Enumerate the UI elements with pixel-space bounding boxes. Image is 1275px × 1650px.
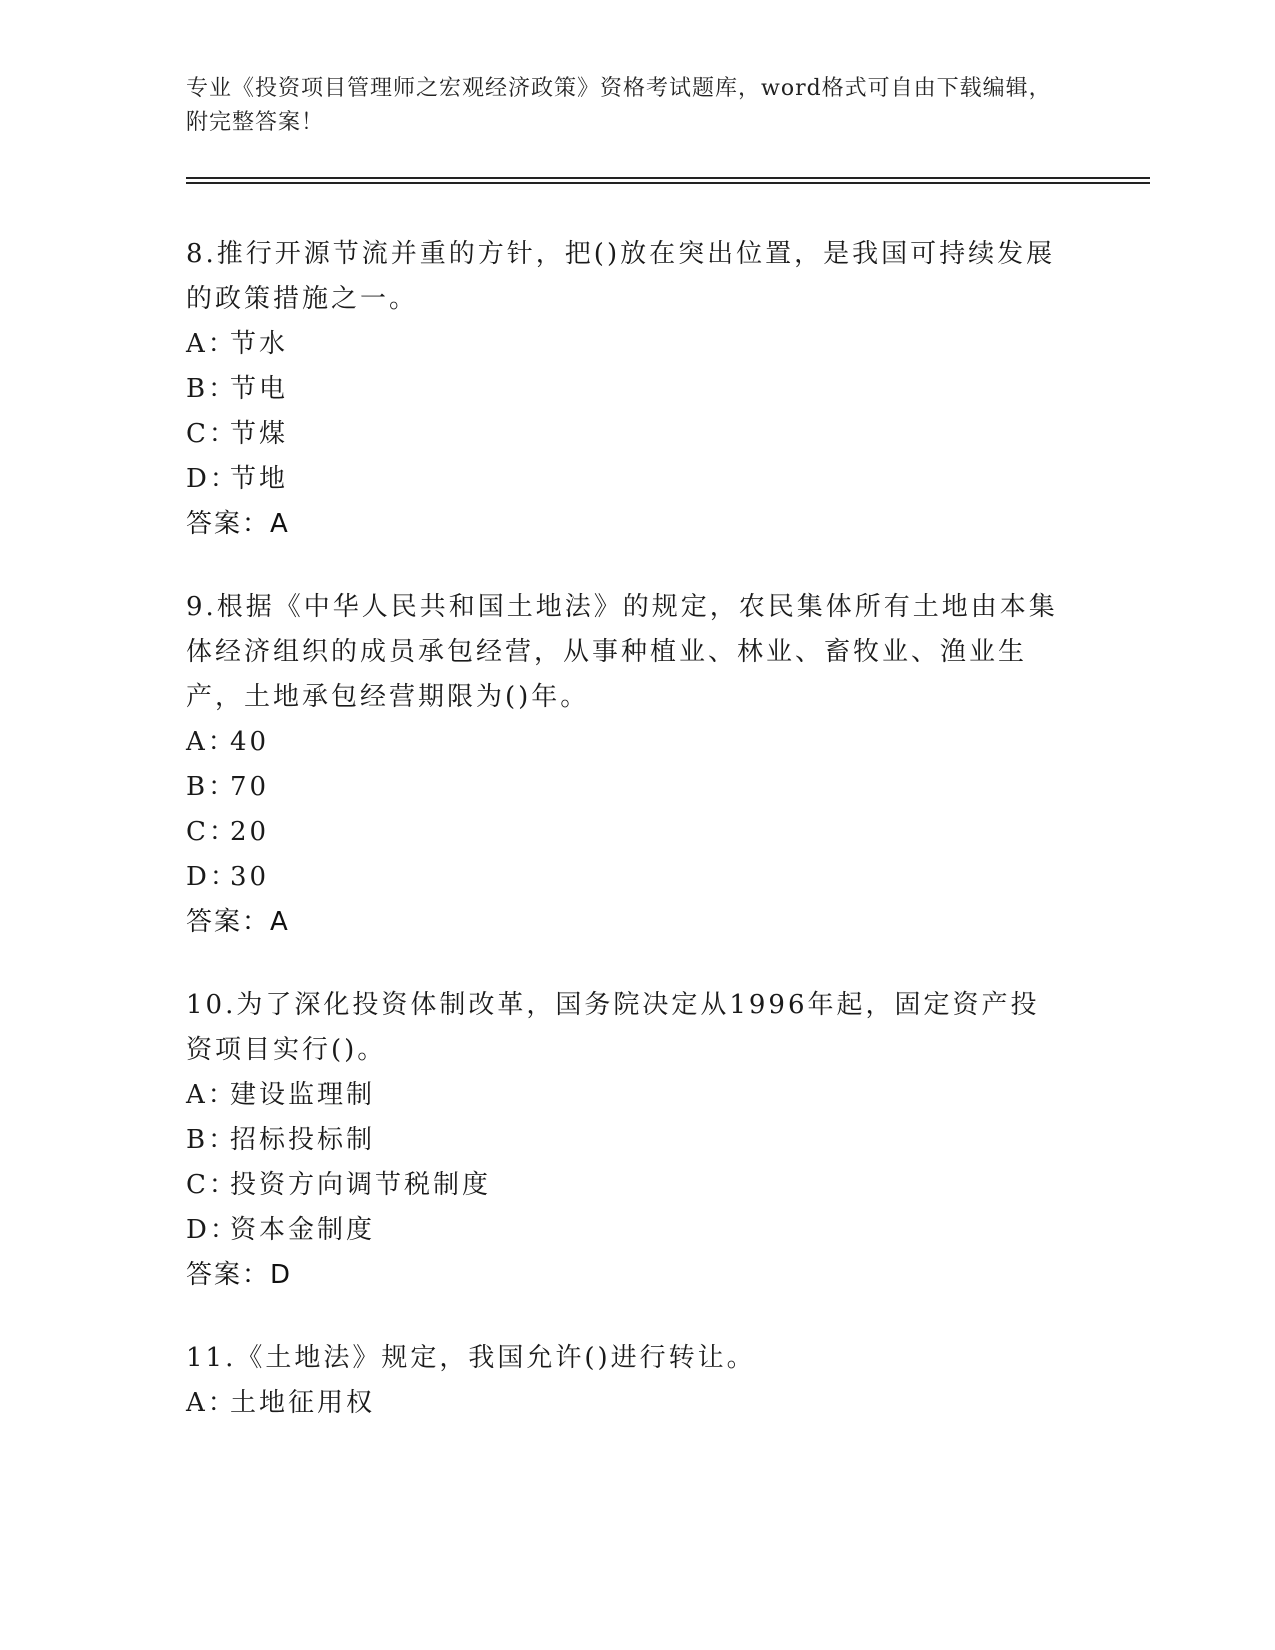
- option-b: [186, 765, 1066, 810]
- question-text: 8.推行开源节流并重的方针，把()放在突出位置，是我国可持续发展的政策措施之一。: [186, 239, 1056, 314]
- question-text: 11.《土地法》规定，我国允许()进行转让。: [186, 1343, 756, 1373]
- option-key: B：: [186, 374, 238, 404]
- option-value: 70: [230, 772, 270, 802]
- option-a: [186, 322, 1066, 367]
- option-value: 建设监理制: [230, 1080, 376, 1110]
- option-key: A：: [186, 1080, 237, 1110]
- option-key: D：: [186, 1215, 239, 1245]
- option-value: 20: [230, 817, 270, 847]
- question-8: [186, 232, 1066, 547]
- option-a: [186, 720, 1066, 765]
- option-value: 投资方向调节税制度: [230, 1170, 492, 1200]
- question-list: [186, 232, 1066, 1464]
- option-key: A：: [186, 329, 237, 359]
- option-key: C：: [186, 419, 238, 449]
- option-value: 招标投标制: [230, 1125, 376, 1155]
- question-11: [186, 1336, 1066, 1426]
- option-key: D：: [186, 862, 239, 892]
- option-key: D：: [186, 464, 239, 494]
- option-d: [186, 1208, 1066, 1253]
- option-key: B：: [186, 1125, 238, 1155]
- option-value: 节水: [230, 329, 289, 359]
- option-c: [186, 412, 1066, 457]
- header-divider-top: [186, 177, 1150, 179]
- option-value: 节电: [230, 374, 289, 404]
- answer-line: 答案：A: [186, 907, 290, 937]
- option-value: 资本金制度: [230, 1215, 376, 1245]
- question-9: [186, 585, 1066, 945]
- header-divider-bottom: [186, 182, 1150, 184]
- option-b: [186, 1118, 1066, 1163]
- option-b: [186, 367, 1066, 412]
- option-value: 节地: [230, 464, 289, 494]
- document-header: 专业《投资项目管理师之宏观经济政策》资格考试题库，word格式可自由下载编辑，附完整答案！: [186, 76, 1052, 135]
- option-c: [186, 810, 1066, 855]
- option-d: [186, 457, 1066, 502]
- option-value: 30: [230, 862, 270, 892]
- option-key: C：: [186, 817, 238, 847]
- question-10: [186, 983, 1066, 1298]
- question-text: 9.根据《中华人民共和国土地法》的规定，农民集体所有土地由本集体经济组织的成员承包经营，从事种植业、林业、畜牧业、渔业生产，土地承包经营期限为()年。: [186, 592, 1058, 712]
- option-key: A：: [186, 727, 237, 757]
- option-key: C：: [186, 1170, 238, 1200]
- option-c: [186, 1163, 1066, 1208]
- option-value: 40: [230, 727, 270, 757]
- option-value: 节煤: [230, 419, 289, 449]
- option-key: B：: [186, 772, 238, 802]
- option-a: [186, 1073, 1066, 1118]
- option-d: [186, 855, 1066, 900]
- option-value: 土地征用权: [230, 1388, 376, 1418]
- answer-line: 答案：D: [186, 1260, 293, 1290]
- question-text: 10.为了深化投资体制改革，国务院决定从1996年起，固定资产投资项目实行()。: [186, 990, 1040, 1065]
- option-key: A：: [186, 1388, 237, 1418]
- answer-line: 答案：A: [186, 509, 290, 539]
- option-a: [186, 1381, 1066, 1426]
